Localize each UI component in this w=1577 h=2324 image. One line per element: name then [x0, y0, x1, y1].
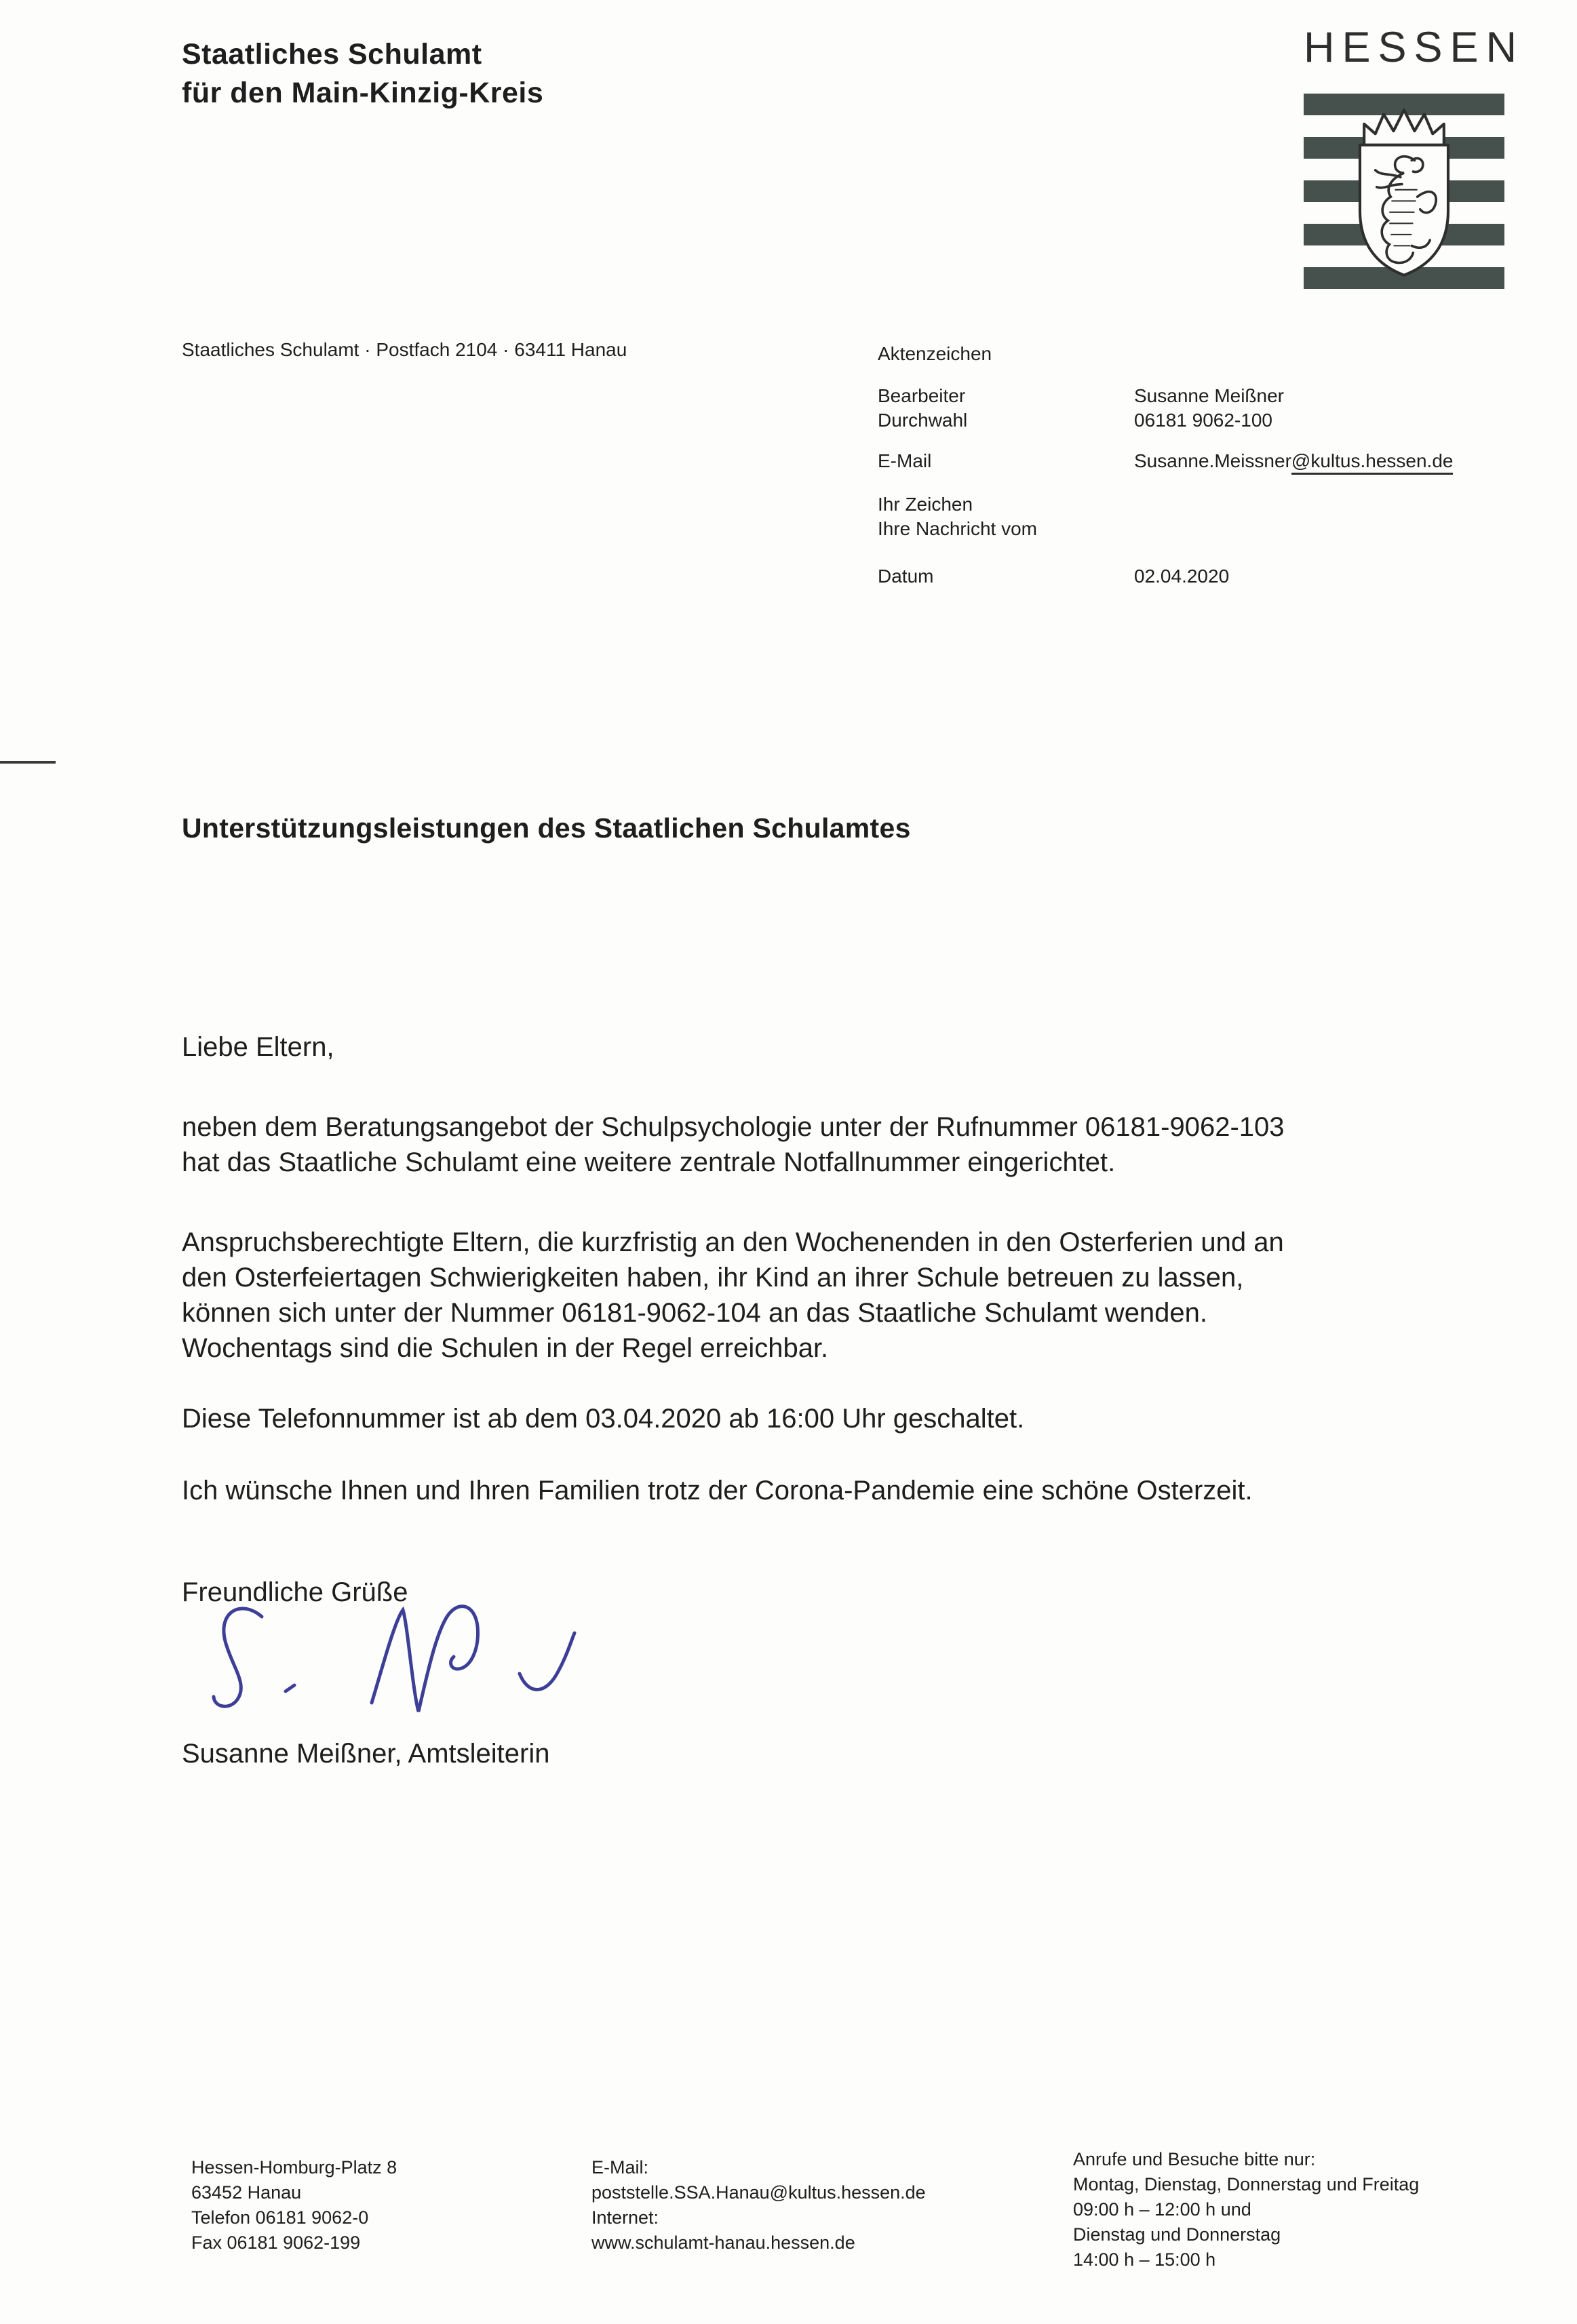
footer-email-label: E-Mail: [591, 2157, 649, 2178]
handwritten-signature [194, 1598, 669, 1737]
signer-name: Susanne Meißner, Amtsleiterin [182, 1739, 550, 1769]
fold-mark [0, 761, 56, 764]
bearbeiter-label: Bearbeiter [878, 385, 966, 406]
footer-online-column [591, 2155, 926, 2256]
paragraph2-line4: Wochentags sind die Schulen in der Regel erreichbar. [182, 1333, 829, 1363]
paragraph2-line2: den Osterfeiertagen Schwierigkeiten haben, ihr Kind an ihrer Schule betreuen zu lassen, [182, 1263, 1244, 1293]
email-value [1134, 449, 1453, 473]
aktenzeichen-label: Aktenzeichen [878, 343, 992, 364]
footer-internet-label: Internet: [591, 2207, 659, 2228]
footer-hours-days2: Dienstag und Donnerstag [1073, 2224, 1281, 2245]
paragraph3: Diese Telefonnummer ist ab dem 03.04.2020 ab 16:00 Uhr geschaltet. [182, 1404, 1025, 1434]
footer-hours-time1: 09:00 h – 12:00 h und [1073, 2199, 1251, 2220]
footer-fax: Fax 06181 9062-199 [191, 2232, 361, 2253]
datum-label: Datum [878, 566, 934, 587]
hessen-logo [1304, 23, 1525, 72]
durchwahl-label: Durchwahl [878, 410, 968, 431]
sender-org-line2: für den Main-Kinzig-Kreis [182, 77, 544, 109]
paragraph1-line1: neben dem Beratungsangebot der Schulpsychologie unter der Rufnummer 06181-9062-103 [182, 1112, 1285, 1142]
salutation: Liebe Eltern, [182, 1032, 334, 1062]
footer-hours-column [1073, 2147, 1419, 2272]
paragraph4: Ich wünsche Ihnen und Ihren Familien trotz der Corona-Pandemie eine schöne Osterzeit. [182, 1476, 1253, 1505]
email-label: E-Mail [878, 450, 932, 471]
sender-org-line1: Staatliches Schulamt [182, 38, 482, 71]
sender-org-name [182, 35, 543, 113]
footer-hours-time2: 14:00 h – 15:00 h [1073, 2249, 1216, 2270]
ihre-nachricht-label: Ihre Nachricht vom [878, 518, 1037, 539]
durchwahl-value: 06181 9062-100 [1134, 410, 1272, 431]
paragraph1-line2: hat das Staatliche Schulamt eine weitere zentrale Notfallnummer eingerichtet. [182, 1147, 1116, 1177]
bearbeiter-value: Susanne Meißner [1134, 385, 1285, 406]
footer-street: Hessen-Homburg-Platz 8 [191, 2157, 397, 2178]
footer-address-column [191, 2155, 397, 2256]
email-user-part: Susanne.Meissner [1134, 450, 1291, 471]
footer-city: 63452 Hanau [191, 2182, 302, 2203]
email-domain-part: @kultus.hessen.de [1291, 450, 1454, 475]
paragraph2-line1: Anspruchsberechtigte Eltern, die kurzfristig an den Wochenenden in den Osterferien und an [182, 1227, 1284, 1257]
footer-hours-intro: Anrufe und Besuche bitte nur: [1073, 2149, 1316, 2169]
footer-internet-value: www.schulamt-hanau.hessen.de [591, 2232, 855, 2253]
footer-hours-days1: Montag, Dienstag, Donnerstag und Freitag [1073, 2174, 1420, 2194]
ihr-zeichen-label: Ihr Zeichen [878, 494, 973, 515]
footer-phone: Telefon 06181 9062-0 [191, 2207, 369, 2228]
hessen-lion-crest-icon [1344, 106, 1464, 281]
subject-line: Unterstützungsleistungen des Staatlichen Schulamtes [182, 812, 911, 844]
datum-value: 02.04.2020 [1134, 566, 1230, 587]
return-address-line: Staatliches Schulamt · Postfach 2104 · 63411 Hanau [182, 339, 627, 360]
footer-email-value: poststelle.SSA.Hanau@kultus.hessen.de [591, 2182, 926, 2203]
hessen-wordmark: HESSEN [1304, 24, 1525, 71]
closing-phrase: Freundliche Grüße [182, 1577, 408, 1607]
paragraph2-line3: können sich unter der Nummer 06181-9062-104 an das Staatliche Schulamt wenden. [182, 1298, 1208, 1328]
